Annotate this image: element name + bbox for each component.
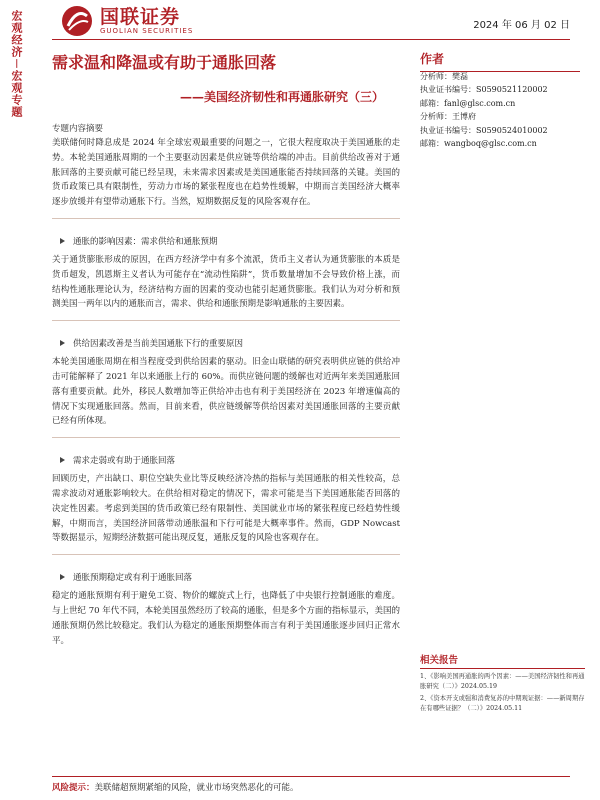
related-reports <box>420 652 585 716</box>
related-report-item[interactable]: 1、《影响美国再通胀的两个因素：——美国经济韧性和再通胀研究（二）》2024.05.19 <box>420 673 585 690</box>
author-label: 作者 <box>420 52 445 66</box>
category-label: 宏观经济－宏观专题 <box>10 10 23 118</box>
section-body: 本轮美国通胀周期在相当程度受到供给因素的驱动。旧金山联储的研究表明供应链的供给冲击可能解释了 2021 年以来通胀上行的 60%。而供应链问题的缓解也对近两年来美国通胀回落有重要贡献。此外，移民人数增加等正供给冲击也有利于美国经济在 2023 年增速偏高的情况下实现通胀回落。然而，目前来看，供应链缓解等供给因素对美国通胀回落的主要贡献已经有所体现。 <box>52 357 400 427</box>
section-heading <box>52 454 400 466</box>
section-divider <box>52 437 400 438</box>
bullet-triangle-icon <box>60 574 65 580</box>
risk-text: 美联储超预期紧缩的风险，就业市场突然恶化的可能。 <box>94 783 299 793</box>
summary-intro: 美联储何时降息成是 2024 年全球宏观最重要的问题之一，它很大程度取决于美国通胀的走势。本轮美国通胀周期的一个主要驱动因素是供应链等供给端的冲击。目前供给改善对于通胀回落的主要贡献可能已经呈现，未来需求因素或是美国通胀能否持续回落的关键。美国的货币政策已具有限制性，劳动力市场的紧张程度也在趋势性缓解，中期而言美国经济大概率逐步放缓并有望带动通胀下行。当然，短期数据反复的风险客观存在。 <box>52 136 400 219</box>
section-heading-text: 通胀预期稳定或有利于通胀回落 <box>73 573 193 584</box>
summary-body <box>52 122 400 648</box>
logo-english-name: GUOLIAN SECURITIES <box>100 27 194 35</box>
section-heading <box>52 235 400 247</box>
report-subtitle: ——美国经济韧性和再通胀研究（三） <box>179 90 384 104</box>
bullet-triangle-icon <box>60 457 65 463</box>
section-divider <box>52 320 400 321</box>
analyst-1-license: 执业证书编号：S0590521120002 <box>420 85 548 95</box>
guolian-logo-icon <box>60 4 94 38</box>
related-reports-label: 相关报告 <box>420 655 459 666</box>
section-heading <box>52 337 400 349</box>
risk-warning <box>52 781 572 793</box>
analyst-2-name: 分析师：王博府 <box>420 112 476 122</box>
related-divider <box>420 668 585 669</box>
author-info <box>420 70 590 150</box>
summary-label: 专题内容摘要 <box>52 124 104 134</box>
risk-label: 风险提示： <box>52 783 95 793</box>
header-divider <box>52 39 570 40</box>
analyst-1-email[interactable]: 邮箱：fanl@glsc.com.cn <box>420 98 516 108</box>
section-body: 稳定的通胀预期有利于避免工资、物价的螺旋式上行，也降低了中央银行控制通胀的难度。与上世纪 70 年代不同，本轮美国虽然经历了较高的通胀，但是多个方面的指标显示，美国的通胀预期仍然比较稳定。我们认为稳定的通胀预期整体而言有利于美国通胀逐步回归正常水平。 <box>52 591 400 646</box>
section-heading-text: 通胀的影响因素：需求供给和通胀预期 <box>73 236 218 247</box>
guolian-logo <box>60 4 193 38</box>
section-body: 关于通货膨胀形成的原因，在西方经济学中有多个流派，货币主义者认为通货膨胀的本质是货币超发，凯恩斯主义者认为可能存在“流动性陷阱”，货币数量增加不会导致价格上涨，而结构性通胀理论认为，经济结构方面的因素的变动也能引起通货膨胀。我们认为对分析和预测美国一两年以内的通胀而言，需求、供给和通胀预期是影响通胀的主要因素。 <box>52 254 400 310</box>
logo-chinese-name: 国联证券 <box>100 6 181 28</box>
bullet-triangle-icon <box>60 238 65 244</box>
risk-divider <box>52 776 570 777</box>
report-date: 2024 年 06 月 02 日 <box>473 20 570 31</box>
author-header <box>420 50 580 72</box>
report-title: 需求温和降温或有助于通胀回落 <box>52 53 277 72</box>
section-heading <box>52 571 400 583</box>
section-body: 回顾历史，产出缺口、职位空缺失业比等反映经济冷热的指标与美国通胀的相关性较高，总需求波动对通胀影响较大。在供给相对稳定的情况下，需求可能是当下美国通胀能否回落的决定性因素。考虑到美国的货币政策已经有限制性、美国就业市场的紧张程度已经趋势性缓解，中期而言，美国经济回落带动通胀温和下行可能是大概率事件。然而，GDP Nowcast 等数据显示，短期经济数据可能出现反复，通胀反复的风险也客观存在。 <box>52 474 400 544</box>
analyst-2-email[interactable]: 邮箱：wangboq@glsc.com.cn <box>420 139 537 149</box>
analyst-2-license: 执业证书编号：S0590524010002 <box>420 125 548 135</box>
section-heading-text: 供给因素改善是当前美国通胀下行的重要原因 <box>73 339 244 350</box>
related-report-item[interactable]: 2、《资本开支或强和消费复苏的中期观证据：——新周期存在有哪些证据？（二）》2024.05.11 <box>420 695 585 712</box>
analyst-1-name: 分析师：樊磊 <box>420 72 468 81</box>
bullet-triangle-icon <box>60 340 65 346</box>
section-heading-text: 需求走弱或有助于通胀回落 <box>73 456 176 467</box>
side-band <box>0 0 30 800</box>
section-divider <box>52 554 400 555</box>
